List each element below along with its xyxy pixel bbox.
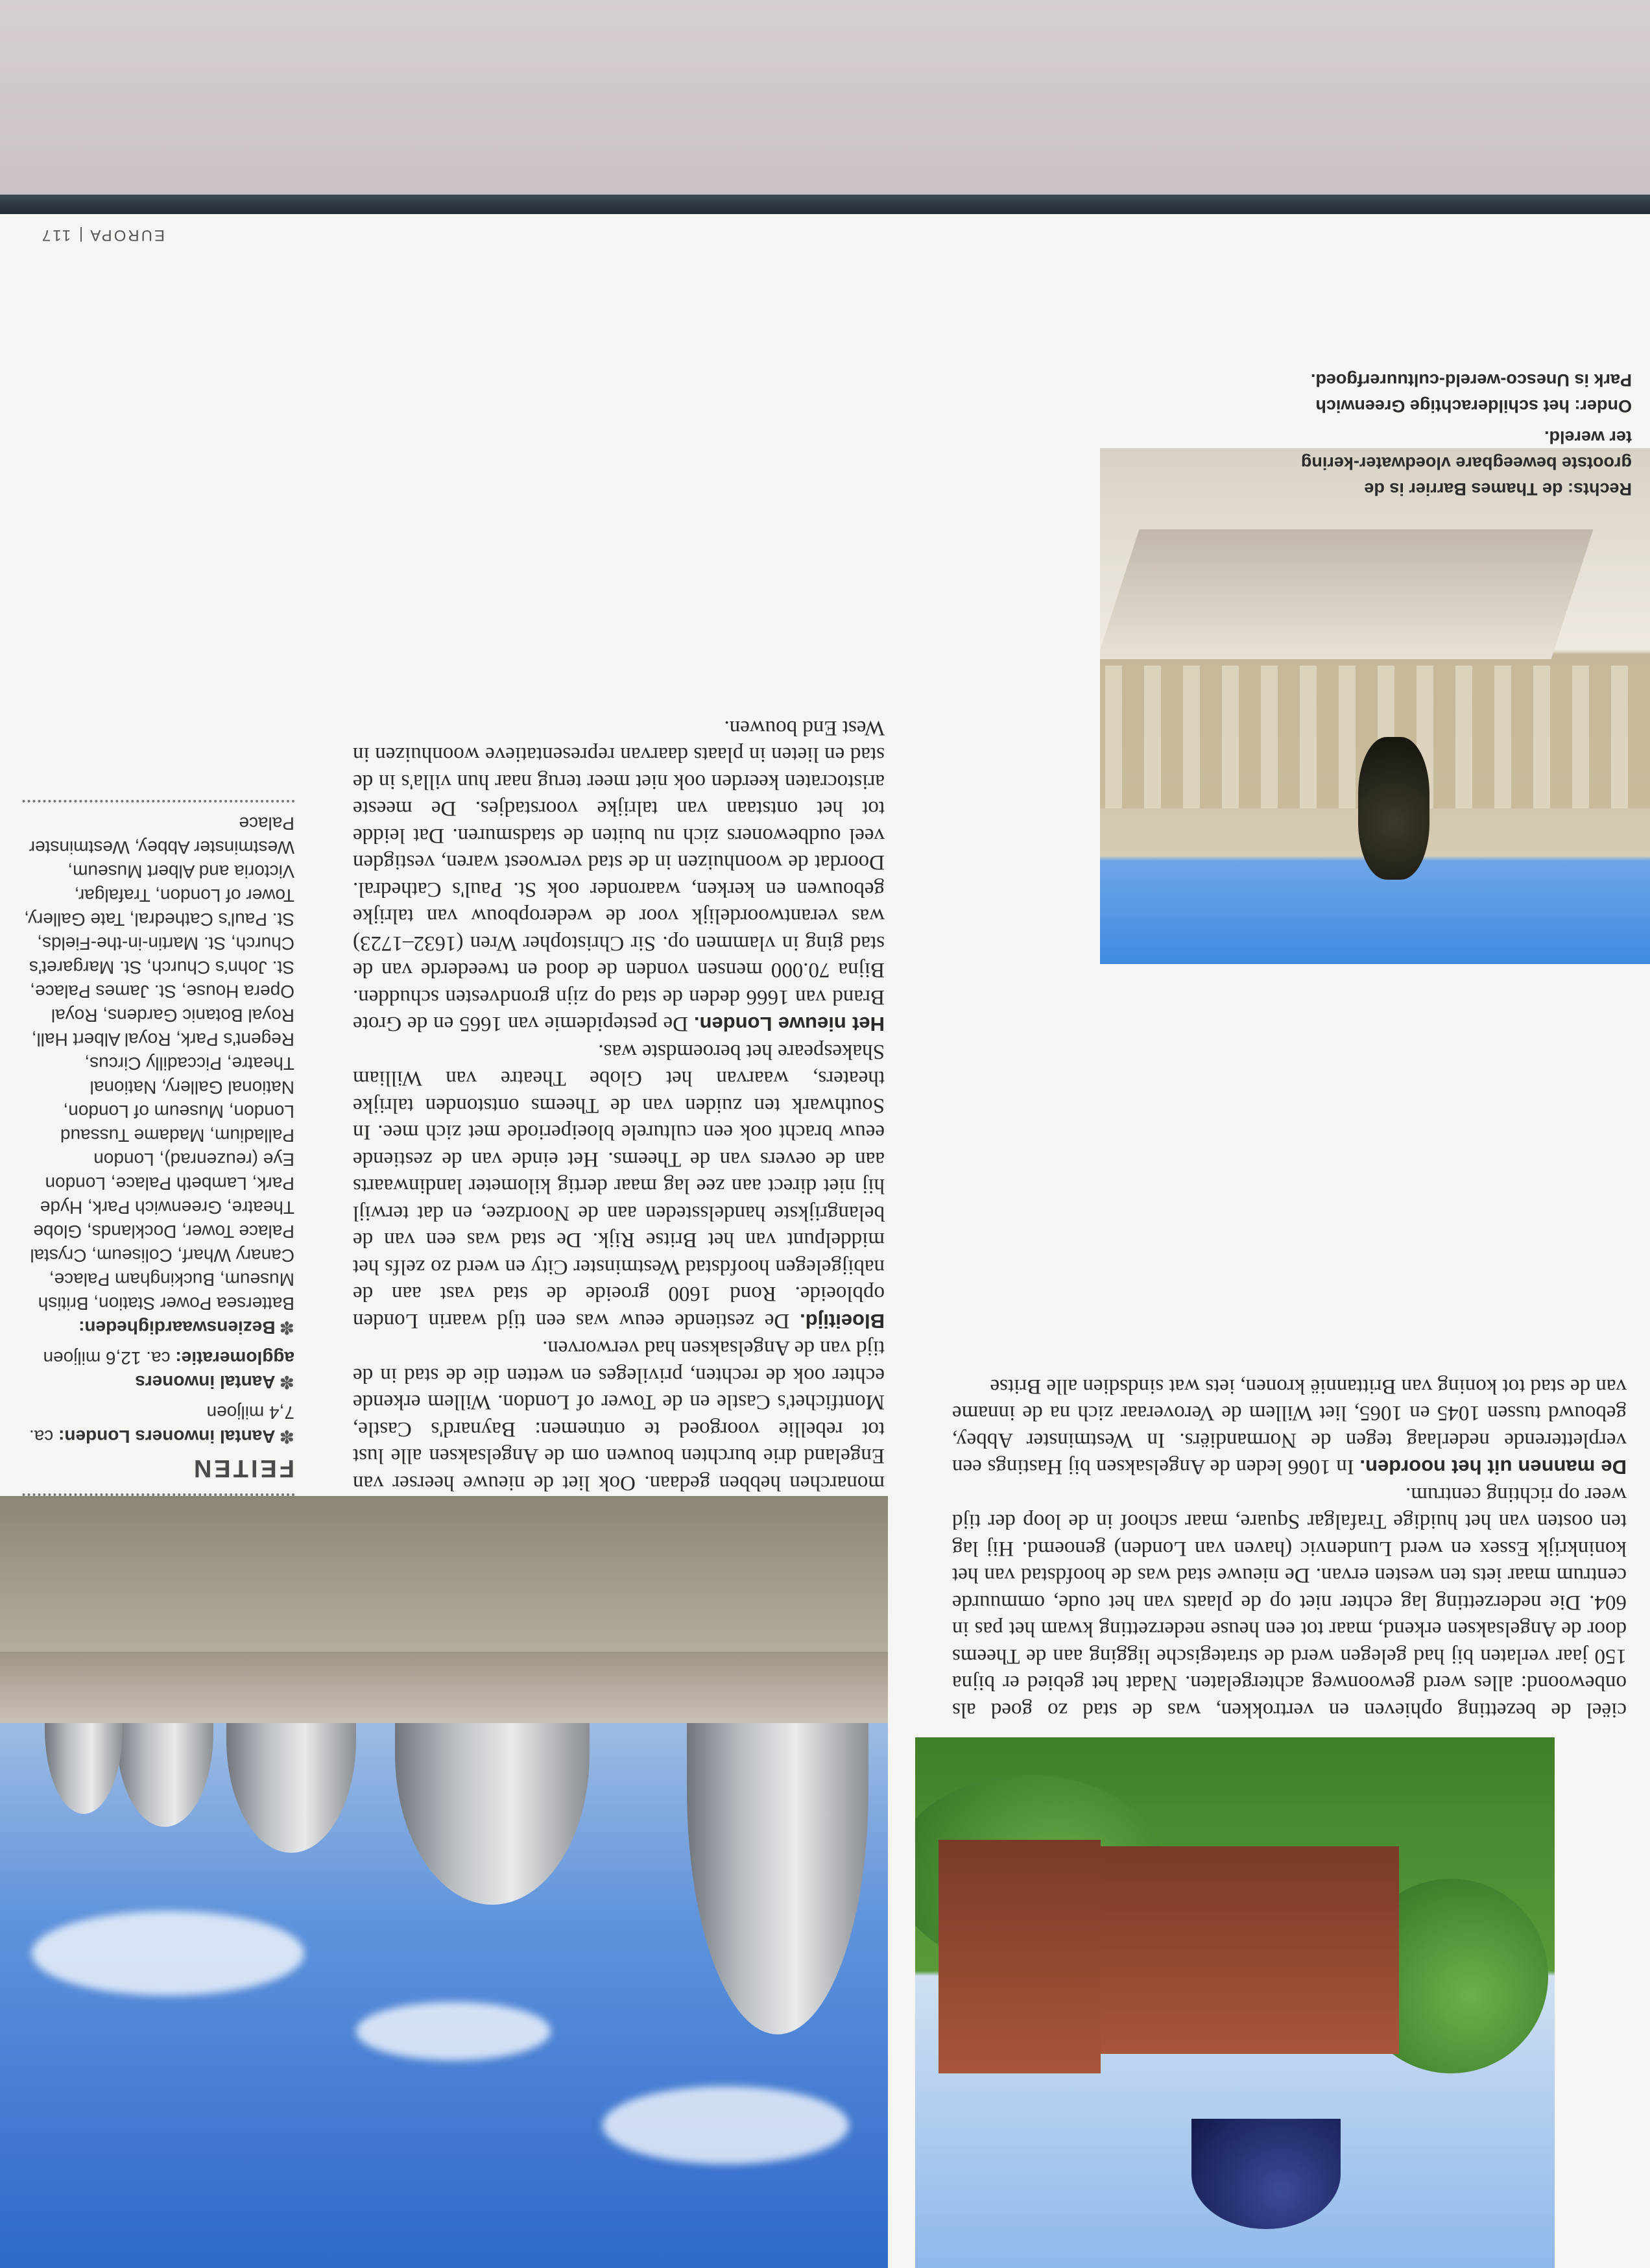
section-heading: Bloeitijd. — [800, 1310, 885, 1333]
flower-bullet-icon: ✽ — [279, 1372, 294, 1392]
facts-divider — [22, 1493, 294, 1496]
flower-bullet-icon: ✽ — [279, 1318, 294, 1338]
flower-bullet-icon: ✽ — [279, 1427, 294, 1447]
page-folio: EUROPA | 117 — [40, 226, 165, 244]
article-paragraph: In 1066 leden de Angelsaksen bij Hastings een verpletterende nederlaag tegen de Normandiërs. In Westminster Abbey, gebouwd tussen 1045 en 1065, liet Willem de Veroveraar zich na de inname van de stad tot koning van Brittannië kronen, iets wat sindsdien alle Britse — [952, 1375, 1627, 1479]
fact-value: Battersea Power Station, British Museum, Buckingham Palace, Canary Wharf, Coliseum, Crystal Palace Tower, Docklands, Globe Theatre, Greenwich Park, Hyde Park, Lambeth Palace, London Eye (reuzenrad), London Palladium, Madame Tussaud London, Museum of London, National Gallery, National Theatre, Piccadilly Circus, Regent's Park, Royal Albert Hall, Royal Botanic Gardens, Royal Opera House, St. James Palace, St. John's Church, St. Margaret's Church, St. Martin-in-the-Fields, St. Paul's Cathedral, Tate Gallery, Tower of London, Trafalgar, Victoria and Albert Museum, Westminster Abbey, Westminster Palace — [24, 814, 294, 1314]
caption-right-label: Rechts: — [1567, 479, 1632, 499]
photo-captions — [1295, 362, 1632, 502]
thames-barrier-photo — [0, 1496, 888, 2268]
facts-title: FEITEN — [191, 1454, 294, 1482]
magazine-page — [0, 214, 1650, 2268]
article-column-right — [353, 714, 885, 1497]
facts-box — [22, 788, 294, 1496]
section-heading: Het nieuwe Londen. — [693, 1013, 885, 1036]
book-edge — [0, 195, 1650, 217]
facts-divider — [22, 800, 294, 802]
caption-right-text: de Thames Barrier is de grootste beweegbare vloedwater-kering ter wereld. — [1300, 428, 1632, 499]
greenwich-park-photo — [915, 1737, 1555, 2268]
article-paragraph: De pestepidemie van 1665 en de Grote Brand van 1666 deden de stad op zijn grondvesten schudden. Bijna 70.000 mensen vonden de dood en tweederde van de stad ging in vlammen op. Sir Christopher Wren (1632–1723) was verantwoordelijk voor de wederopbouw van talrijke gebouwen en kerken, waaronder ook St. Paul's Cathedral. Doordat de woonhuizen in de stad verwoest waren, vestigden veel oudbewoners zich nu buiten de stadsmuren. Dat leidde tot het ontstaan van talrijke voorstadjes. De meeste aristocraten keerden ook niet meer terug naar hun villa's in de stad en lieten in plaats daarvan representatieve woonhuizen in West End bouwen. — [353, 716, 885, 1036]
caption-below-label: Onder: — [1574, 396, 1632, 416]
fact-value: ca. 7,4 miljoen — [29, 1403, 294, 1447]
fact-label: Aantal inwoners agglomeratie: — [135, 1348, 294, 1392]
fact-label: Aantal inwoners Londen: — [58, 1427, 276, 1447]
fact-value: ca. 12,6 miljoen — [43, 1348, 171, 1368]
article-paragraph: De zestiende eeuw was een tijd waarin Londen opbloeide. Rond 1600 groeide de stad vast aan de nabijgelegen hoofdstad Westminster City en werd zo zelfs het middelpunt van het Britse Rijk. De stad was een van de belangrijkste handelssteden aan de Noordzee, en dat terwijl hij niet direct aan zee lag maar dertig kilometer landinwaarts aan de oevers van de Theems. Het einde van de zestiende eeuw bracht ook een culturele bloeiperiode met zich mee. In Southwark ten zuiden van de Theems ontstonden talrijke theaters, waarvan het Globe Theatre van William Shakespeare het beroemdste was. — [353, 1040, 885, 1333]
article-column-left — [952, 1373, 1627, 1724]
palace-photo — [1100, 448, 1650, 964]
background-margin — [0, 0, 1650, 201]
caption-below-text: het schilderachtige Greenwich Park is Unesco-wereld-cultuurerfgoed. — [1310, 370, 1632, 416]
section-heading: De mannen uit het noorden. — [1359, 1456, 1627, 1479]
fact-label: Bezienswaardigheden: — [78, 1318, 276, 1338]
article-paragraph: ciëel de bezetting ophieven en vertrokken, was de stad zo goed als onbewoond: alles werd gewoonweg achtergelaten. Nadat het gebied er bijna 150 jaar verlaten bij had gelegen werd de strategische ligging aan de Theems door de Angelsaksen erkend, maar tot een heuse nederzetting kwam het pas in 604. Die nederzetting lag echter niet op de plaats van het oude, ommuurde centrum maar iets ten westen ervan. De nieuwe stad was de hoofdstad van het koninkrijk Essex en werd Lundenvic (haven van Londen) genoemd. Hij lag ten oosten van het huidige Trafalgar Square, maar schoof in de loop der tijd weer op richting centrum. — [952, 1483, 1627, 1722]
article-paragraph: monarchen hebben gedaan. Ook liet de nieuwe heerser van Engeland drie burchten bouwen om de Angelsaksen alle lust tot rebellie voorgoed te ontnemen: Baynard's Castle, Montfichet's Castle en de Tower of London. Willem erkende echter ook de rechten, privileges en wetten die de stad in de tijd van de Angelsaksen had verworven. — [353, 1336, 885, 1495]
rotated-page-content — [0, 214, 1650, 2268]
